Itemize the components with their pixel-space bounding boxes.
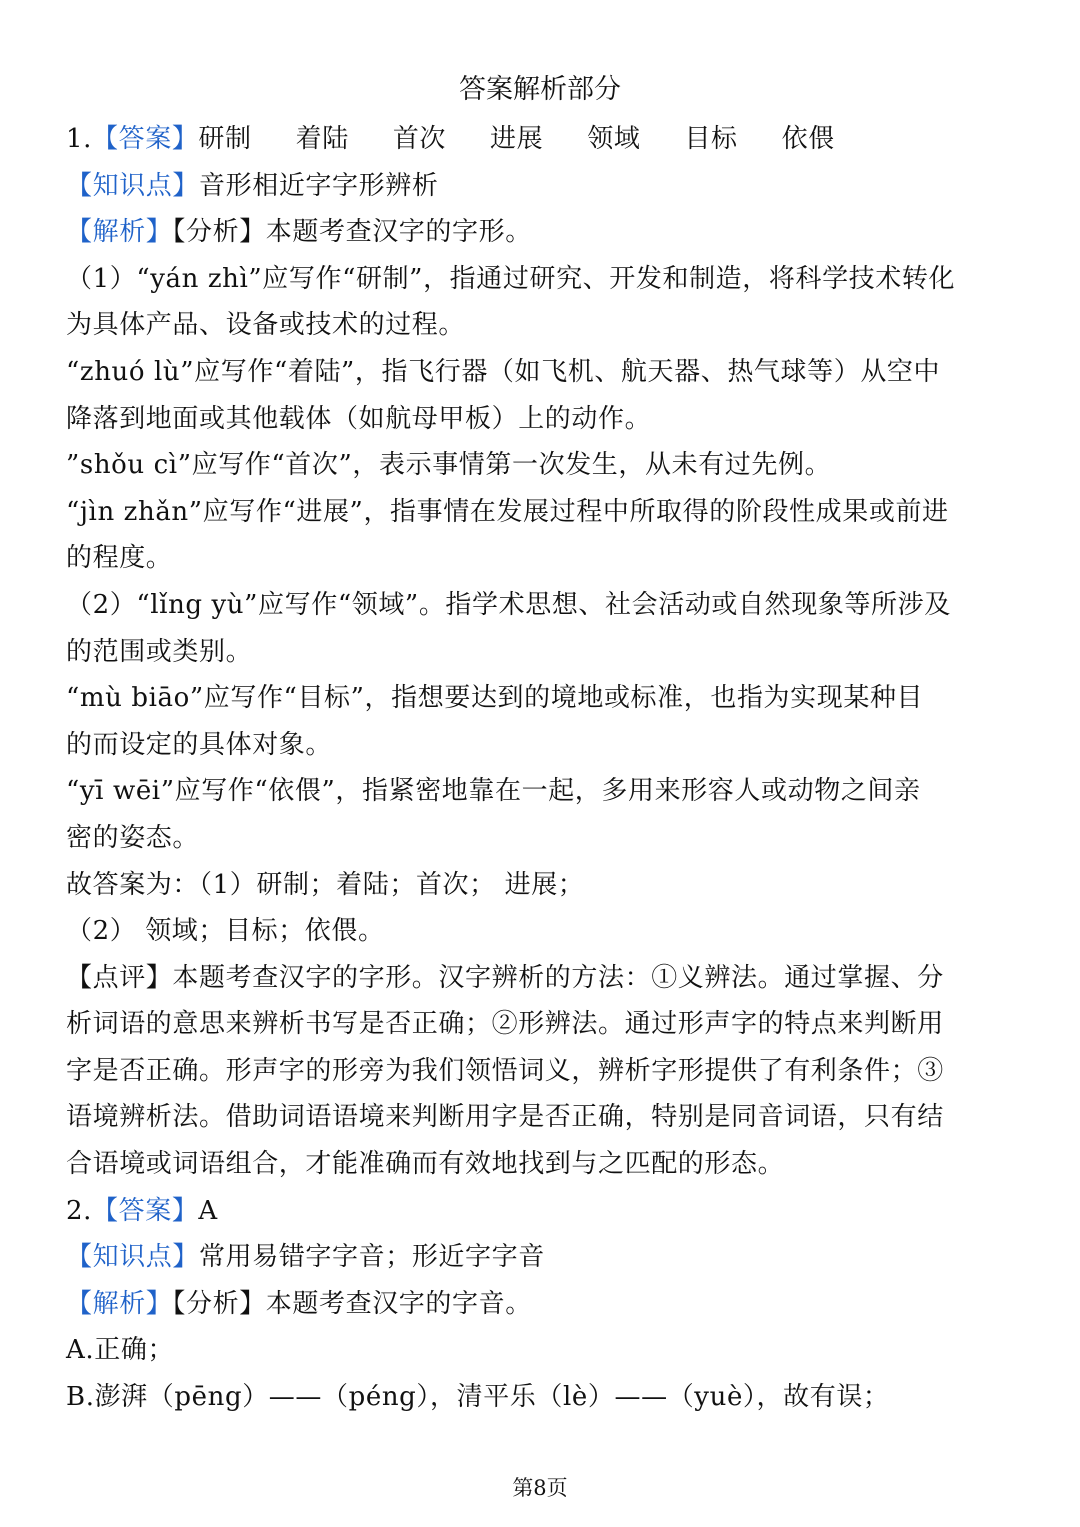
q1-body-line: 密的姿态。: [66, 822, 200, 853]
q1-comment-line: 语境辨析法。借助词语语境来判断用字是否正确，特别是同音词语，只有结: [66, 1102, 944, 1133]
q2-answer-value: A: [198, 1195, 218, 1226]
q1-knowledge-line: [66, 163, 1018, 210]
q1-answer-word: 进展: [490, 124, 544, 154]
q2-knowledge-line: [66, 1234, 1018, 1281]
knowledge-tag: 【知识点】: [66, 1242, 200, 1273]
q1-number: 1.: [66, 124, 93, 154]
q1-comment-line: 合语境或词语组合，才能准确而有效地找到与之匹配的形态。: [66, 1149, 785, 1180]
q1-body-line: 故答案为：（1）研制；着陆；首次； 进展；: [66, 869, 585, 900]
q1-answer-word: 领域: [587, 124, 641, 154]
q1-body-line: ”shǒu cì”应写作“首次”，表示事情第一次发生，从未有过先例。: [66, 450, 832, 481]
answer-tag: 【答案】: [92, 124, 199, 154]
q1-body-line: （1）“yán zhì”应写作“研制”，指通过研究、开发和制造，将科学技术转化: [66, 263, 956, 294]
page-number: 第8页: [512, 1476, 568, 1500]
q2-body-line: A.正确；: [66, 1335, 175, 1366]
analysis-text: 【分析】本题考查汉字的字形。: [172, 217, 532, 248]
q1-body-line: “jìn zhǎn”应写作“进展”，指事情在发展过程中所取得的阶段性成果或前进: [66, 496, 949, 527]
analysis-text: 【分析】本题考查汉字的字音。: [172, 1288, 532, 1319]
q1-body-line: （2）“lǐng yù”应写作“领域”。指学术思想、社会活动或自然现象等所涉及: [66, 589, 951, 620]
q1-answer-word: 目标: [684, 124, 738, 154]
knowledge-text: 常用易错字字音；形近字字音: [199, 1242, 545, 1273]
q1-comment-line: 【点评】本题考查汉字的字形。汉字辨析的方法：①义辨法。通过掌握、分: [66, 962, 944, 993]
q2-analysis-line: [66, 1281, 1018, 1328]
q1-body-line: 降落到地面或其他载体（如航母甲板）上的动作。: [66, 403, 652, 434]
analysis-tag: 【解析】: [66, 217, 173, 248]
answer-tag: 【答案】: [92, 1195, 199, 1226]
page-title: 答案解析部分: [459, 74, 621, 105]
q1-comment-line: 字是否正确。形声字的形旁为我们领悟词义，辨析字形提供了有利条件；③: [66, 1055, 944, 1086]
q1-answer-word: 依偎: [781, 124, 835, 154]
q1-answer-word: 首次: [392, 124, 447, 154]
knowledge-tag: 【知识点】: [66, 170, 200, 201]
q1-body-line: 的程度。: [66, 543, 173, 574]
analysis-tag: 【解析】: [66, 1288, 173, 1319]
q1-analysis-line: [66, 209, 1018, 256]
answer-content: [66, 116, 1018, 1421]
q1-comment-line: 析词语的意思来辨析书写是否正确；②形辨法。通过形声字的特点来判断用: [66, 1009, 944, 1040]
q1-answer-word: 研制: [198, 124, 252, 154]
q1-body-line: “zhuó lù”应写作“着陆”，指飞行器（如飞机、航天器、热气球等）从空中: [66, 356, 941, 387]
q1-body-line: 的范围或类别。: [66, 636, 253, 667]
knowledge-text: 音形相近字字形辨析: [199, 170, 439, 201]
q1-body-line: （2） 领域；目标；依偎。: [66, 916, 385, 947]
q2-body-line: B.澎湃（pēng）——（péng），清平乐（lè）——（yuè），故有误；: [66, 1382, 890, 1413]
q2-number: 2.: [66, 1195, 93, 1226]
q1-body-line: 为具体产品、设备或技术的过程。: [66, 310, 466, 341]
q1-answer-word: 着陆: [295, 124, 349, 154]
q2-answer-line: [66, 1188, 1018, 1235]
q1-body-line: “mù biāo”应写作“目标”，指想要达到的境地或标准，也指为实现某种目: [66, 683, 924, 714]
q1-body-line: “yī wēi”应写作“依偎”，指紧密地靠在一起，多用来形容人或动物之间亲: [66, 776, 921, 807]
q1-body-line: 的而设定的具体对象。: [66, 729, 333, 760]
q1-answer-line: [66, 116, 1018, 163]
